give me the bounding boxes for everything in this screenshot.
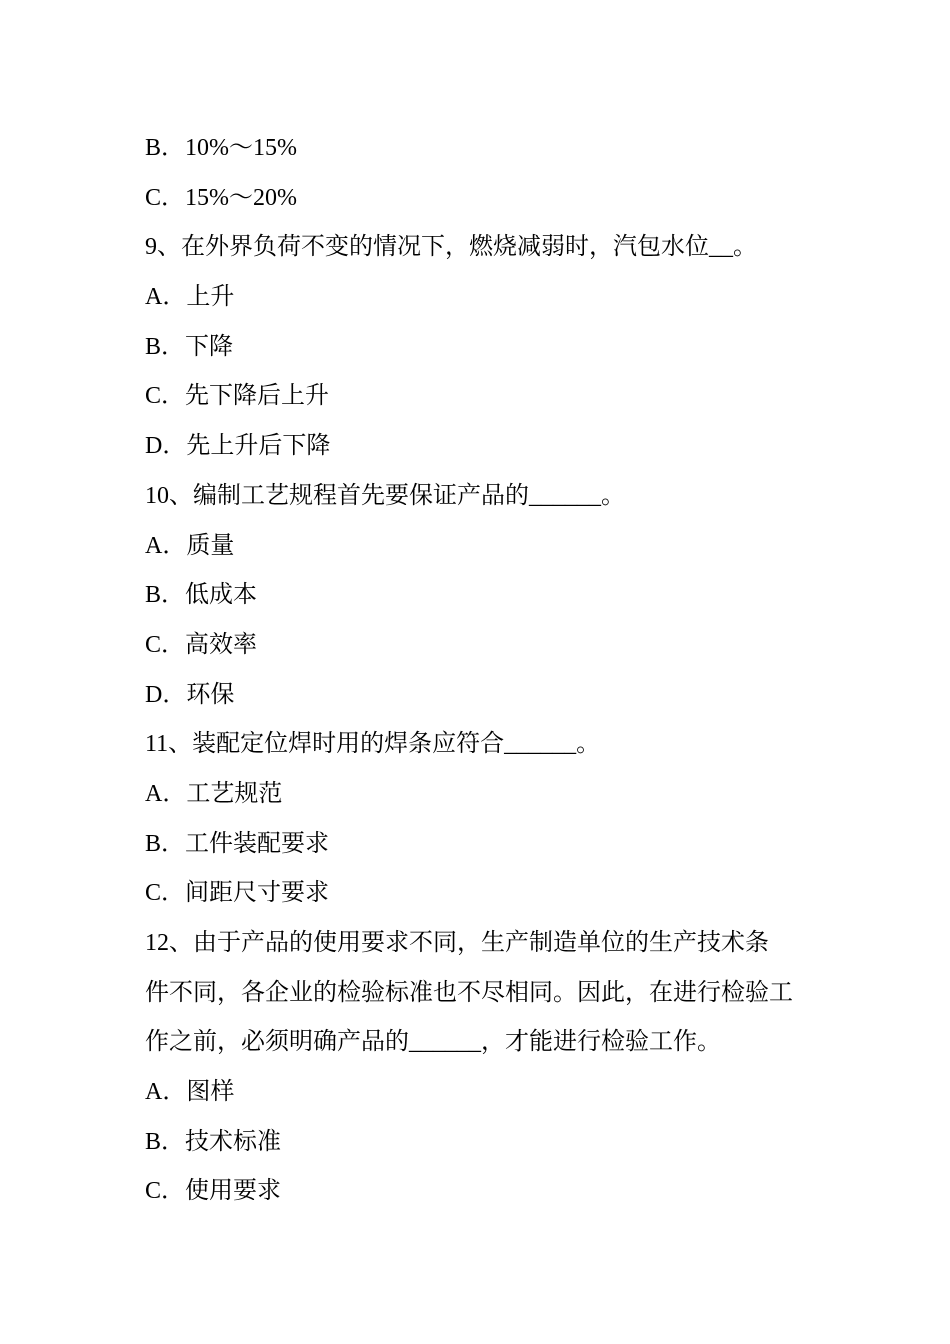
option-line: A．图样 — [145, 1079, 235, 1106]
question-12 — [145, 919, 810, 1068]
question-10: 10、编制工艺规程首先要保证产品的______。 — [145, 482, 625, 509]
document-content — [145, 124, 810, 1217]
option-line: B．低成本 — [145, 582, 258, 609]
option-line: A．质量 — [145, 532, 235, 559]
option-line: D．先上升后下降 — [145, 433, 331, 460]
option-line: C．间距尺寸要求 — [145, 880, 330, 907]
question-9: 9、在外界负荷不变的情况下，燃烧减弱时，汽包水位__。 — [145, 234, 757, 261]
option-line: B．10%～15% — [145, 135, 297, 161]
option-line: C．使用要求 — [145, 1178, 282, 1205]
option-line: C．高效率 — [145, 631, 258, 658]
option-line: A．工艺规范 — [145, 780, 283, 807]
option-line: B．技术标准 — [145, 1128, 282, 1155]
option-line: A．上升 — [145, 284, 235, 311]
option-line: C．15%～20% — [145, 184, 297, 211]
option-line: D．环保 — [145, 681, 235, 708]
option-line: B．下降 — [145, 333, 234, 360]
question-12-line: 12、由于产品的使用要求不同，生产制造单位的生产技术条 — [145, 930, 769, 956]
option-line: B．工件装配要求 — [145, 830, 330, 857]
option-line: C．先下降后上升 — [145, 383, 330, 410]
question-11: 11、装配定位焊时用的焊条应符合______。 — [145, 731, 601, 758]
question-12-line: 作之前，必须明确产品的______，才能进行检验工作。 — [145, 1029, 721, 1056]
question-12-line: 件不同，各企业的检验标准也不尽相同。因此，在进行检验工 — [145, 979, 793, 1006]
